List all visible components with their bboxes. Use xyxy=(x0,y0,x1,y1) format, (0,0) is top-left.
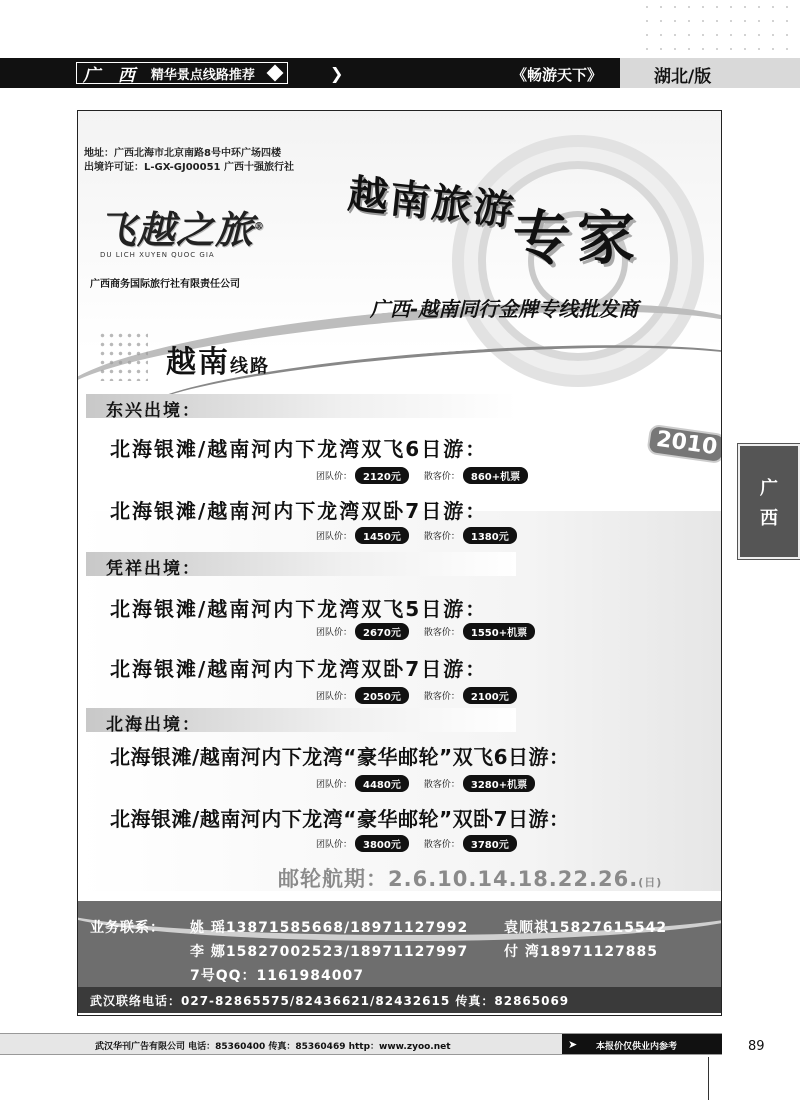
group-price-label: 团队价： xyxy=(316,532,353,542)
footer-note: 本报价仅供业内参考 xyxy=(562,1034,722,1054)
contact-qq: 7号QQ：1161984007 xyxy=(190,968,364,984)
slogan: 广西-越南同行金牌专线批发商 xyxy=(370,297,639,321)
footer-publisher: 武汉华刊广告有限公司 电话：85360400 传真：85360469 http：www.zyoo.net xyxy=(95,1042,451,1052)
tour-price xyxy=(316,835,517,852)
tour-name: 北海银滩/越南河内下龙湾双飞5日游： xyxy=(110,597,488,621)
single-price: 860+机票 xyxy=(463,467,528,484)
contact-line: 袁顺祺15827615542 xyxy=(504,920,668,936)
section-label: 北海出境： xyxy=(106,715,201,735)
section-label: 凭祥出境： xyxy=(106,559,201,579)
cruise-dates: 2.6.10.14.18.22.26. xyxy=(388,867,639,891)
contact-lead: 业务联系： xyxy=(90,920,165,936)
side-region-tab xyxy=(738,444,800,559)
chevron-right-icon: ❯ xyxy=(330,64,344,83)
header-region: 广 西 xyxy=(83,65,141,86)
logo-text: 飞越之旅 xyxy=(98,207,255,252)
tour-name: 北海银滩/越南河内下龙湾双卧7日游： xyxy=(110,657,488,681)
section-label: 东兴出境： xyxy=(106,401,201,421)
address-line: 地址：广西北海市北京南路8号中环广场四楼 xyxy=(84,148,281,159)
single-price-label: 散客价： xyxy=(423,780,460,790)
group-price: 1450元 xyxy=(355,527,409,544)
page-number: 89 xyxy=(748,1039,765,1054)
headline-expert: 专家 xyxy=(513,204,642,272)
cruise-label: 邮轮航期： xyxy=(278,867,388,891)
divider xyxy=(708,1057,709,1100)
single-price-label: 散客价： xyxy=(423,472,460,482)
cruise-suffix: (日) xyxy=(638,876,663,889)
dot-pattern xyxy=(640,0,800,50)
edition-label: 湖北/版 xyxy=(620,58,800,88)
side-tab-char: 西 xyxy=(760,507,778,529)
contact-line: 李 娜15827002523/18971127997 xyxy=(190,944,469,960)
single-price: 1550+机票 xyxy=(463,623,535,640)
single-price: 3280+机票 xyxy=(463,775,535,792)
group-price: 2120元 xyxy=(355,467,409,484)
page-footer xyxy=(0,1033,722,1055)
tour-price xyxy=(316,527,517,544)
single-price-label: 散客价： xyxy=(423,692,460,702)
single-price-label: 散客价： xyxy=(423,532,460,542)
tour-name: 北海银滩/越南河内下龙湾“豪华邮轮”双飞6日游： xyxy=(110,745,570,769)
single-price: 1380元 xyxy=(463,527,517,544)
group-price-label: 团队价： xyxy=(316,628,353,638)
group-price: 4480元 xyxy=(355,775,409,792)
group-price-label: 团队价： xyxy=(316,692,353,702)
wuhan-contact-line: 武汉联络电话：027-82865575/82436621/82432615 传真：82865069 xyxy=(78,987,721,1013)
tour-name: 北海银滩/越南河内下龙湾双飞6日游： xyxy=(110,437,488,461)
contact-panel xyxy=(78,901,721,1013)
group-price: 2670元 xyxy=(355,623,409,640)
logo-subtitle: DU LICH XUYEN QUOC GIA xyxy=(100,251,215,259)
routes-heading-suffix: 线路 xyxy=(230,356,270,377)
tour-name: 北海银滩/越南河内下龙湾双卧7日游： xyxy=(110,499,488,523)
single-price: 2100元 xyxy=(463,687,517,704)
registered-mark: ® xyxy=(254,221,266,233)
company-logo xyxy=(98,199,265,254)
arrow-right-icon: ➤ xyxy=(568,1038,578,1051)
license-line: 出境许可证：L-GX-GJ00051 广西十强旅行社 xyxy=(84,162,294,173)
group-price-label: 团队价： xyxy=(316,840,353,850)
company-name: 广西商务国际旅行社有限责任公司 xyxy=(90,279,240,290)
single-price-label: 散客价： xyxy=(423,840,460,850)
tour-price xyxy=(316,775,535,792)
year-badge: 2010 xyxy=(646,424,722,464)
tour-name: 北海银滩/越南河内下龙湾“豪华邮轮”双卧7日游： xyxy=(110,807,570,831)
group-price-label: 团队价： xyxy=(316,472,353,482)
contact-line: 付 湾18971127885 xyxy=(504,944,659,960)
group-price: 3800元 xyxy=(355,835,409,852)
tour-price xyxy=(316,623,535,640)
tour-price xyxy=(316,687,517,704)
group-price: 2050元 xyxy=(355,687,409,704)
side-tab-char: 广 xyxy=(760,477,778,499)
header-section: 精华景点线路推荐 xyxy=(150,67,255,83)
advertisement-frame xyxy=(77,110,722,1016)
contact-line: 姚 瑶13871585668/18971127992 xyxy=(190,920,469,936)
routes-heading xyxy=(166,337,270,381)
group-price-label: 团队价： xyxy=(316,780,353,790)
single-price: 3780元 xyxy=(463,835,517,852)
address-block xyxy=(84,147,294,175)
diamond-icon xyxy=(266,65,283,82)
sparkle-decoration xyxy=(98,331,148,381)
headline-vietnam-travel: 越南旅游 xyxy=(345,171,518,235)
header-section-label xyxy=(76,62,288,84)
tour-price xyxy=(316,467,528,484)
single-price-label: 散客价： xyxy=(423,628,460,638)
routes-heading-main: 越南 xyxy=(166,345,230,380)
magazine-name: 《畅游天下》 xyxy=(512,66,603,84)
